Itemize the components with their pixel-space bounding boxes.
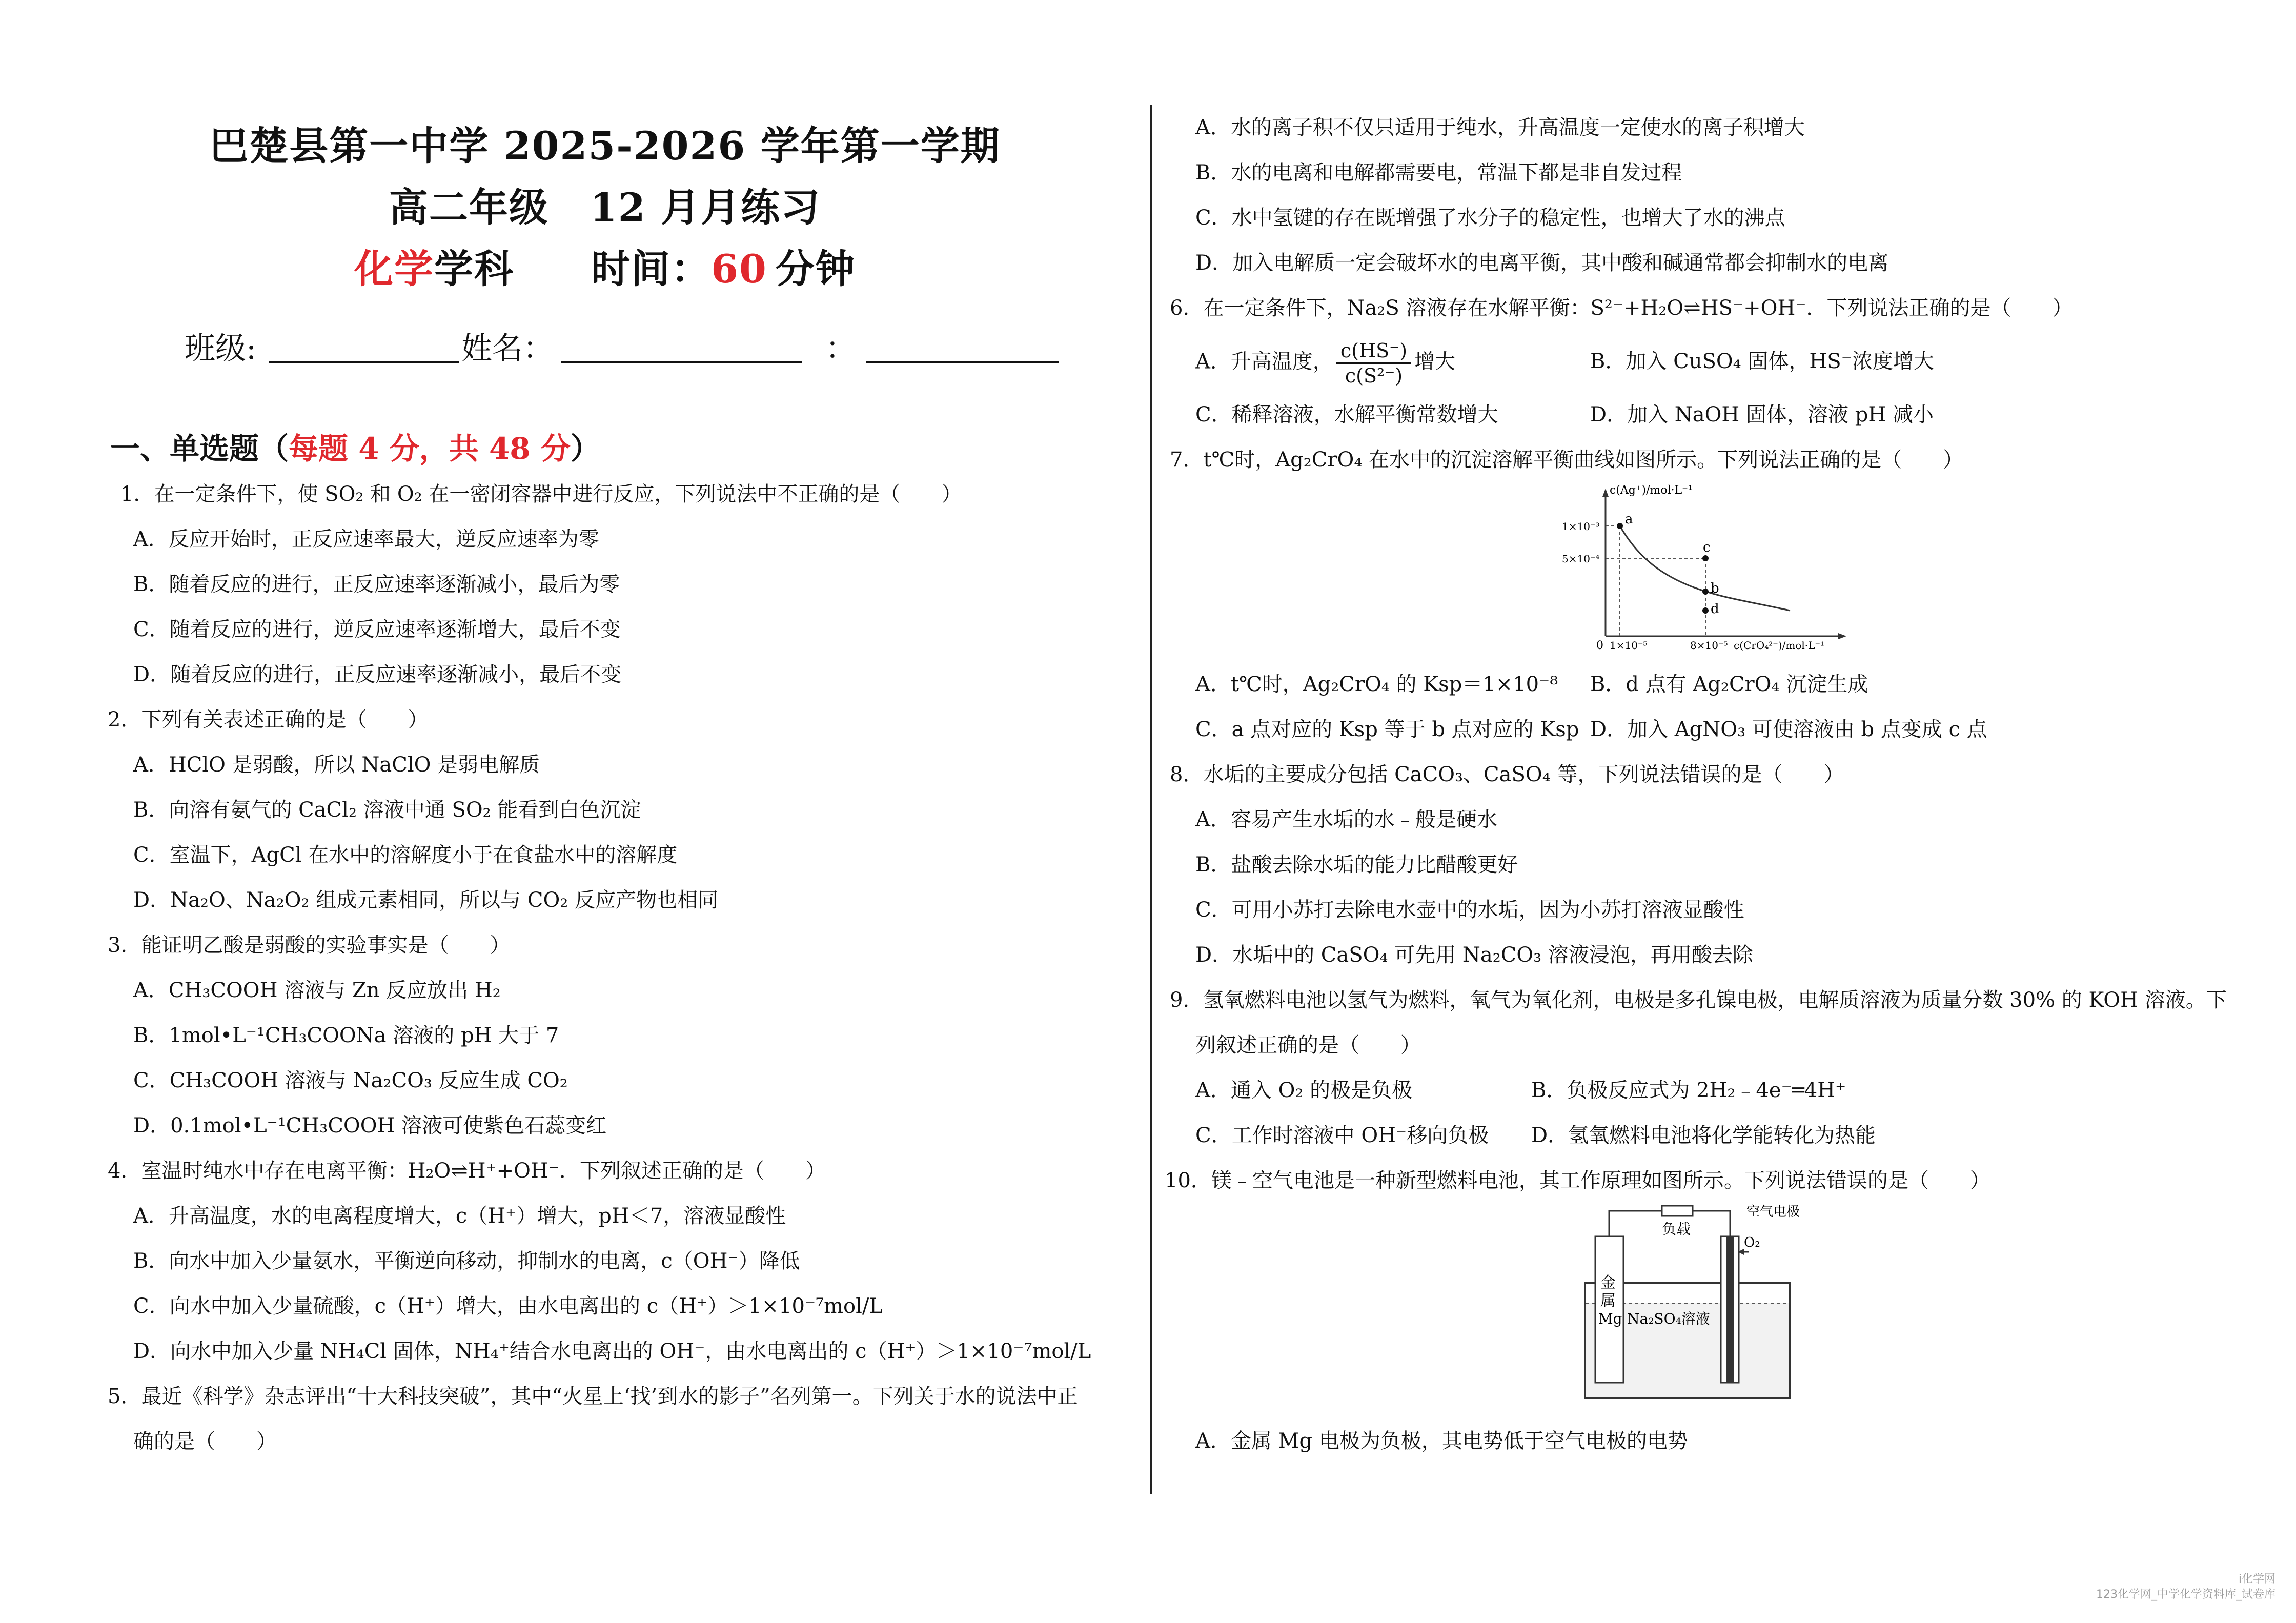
option-a-prefix: A．升高温度， [1195,350,1333,374]
question-10: 10．镁﹣空气电池是一种新型燃料电池，其工作原理如图所示。下列说法错误的是（ ） [1165,1169,1990,1192]
questions-left [103,472,1128,1464]
question-1: 1．在一定条件下，使 SO₂ 和 O₂ 在一密闭容器中进行反应，下列说法中不正确的是（ ） [120,482,962,506]
question-5-option-d[interactable]: D．加入电解质一定会破坏水的电离平衡，其中酸和碱通常都会抑制水的电离 [1195,251,1889,275]
extra-field[interactable] [866,361,1059,363]
question-8-option-b[interactable]: B．盐酸去除水垢的能力比醋酸更好 [1195,853,1518,877]
question-9-option-c[interactable]: C．工作时溶液中 OH⁻移向负极 [1195,1124,1489,1147]
metal-label-1: 金 [1600,1274,1616,1292]
question-4-option-c[interactable]: C．向水中加入少量硫酸，c（H⁺）增大，由水电离出的 c（H⁺）＞1×10⁻⁷mol/L [133,1294,883,1318]
name-field[interactable] [561,361,802,363]
question-6-option-b[interactable]: B．加入 CuSO₄ 固体，HS⁻浓度增大 [1590,350,1934,373]
x-axis-label: c(CrO₄²⁻)/mol·L⁻¹ [1734,639,1825,652]
question-2-option-a[interactable]: A．HClO 是弱酸，所以 NaClO 是弱电解质 [133,753,540,777]
question-7: 7．t℃时，Ag₂CrO₄ 在水中的沉淀溶解平衡曲线如图所示。下列说法正确的是（ ） [1170,448,1964,472]
question-8-option-d[interactable]: D．水垢中的 CaSO₄ 可先用 Na₂CO₃ 溶液浸泡，再用酸去除 [1195,943,1753,967]
question-6-option-c[interactable]: C．稀释溶液，水解平衡常数增大 [1195,403,1498,427]
y-tick-2: 5×10⁻⁴ [1562,553,1600,565]
question-6-row-ab [1165,331,2190,392]
point-d [1702,607,1709,614]
question-7-row-ab [1165,662,2190,707]
hs-s-ratio [1336,339,1411,388]
question-3-option-b[interactable]: B．1mol•L⁻¹CH₃COONa 溶液的 pH 大于 7 [133,1024,559,1047]
label-c: c [1703,540,1711,555]
question-8-option-c[interactable]: C．可用小苏打去除电水壶中的水垢，因为小苏打溶液显酸性 [1195,898,1744,922]
question-7-option-d[interactable]: D．加入 AgNO₃ 可使溶液由 b 点变成 c 点 [1590,718,1987,741]
exam-title-line3 [82,238,1128,300]
section-title: 一、单选题（ [110,431,289,466]
question-7-option-c[interactable]: C．a 点对应的 Ksp 等于 b 点对应的 Ksp [1195,718,1579,741]
question-7-option-a[interactable]: A．t℃时，Ag₂CrO₄ 的 Ksp＝1×10⁻⁸ [1195,673,1558,696]
question-2: 2．下列有关表述正确的是（ ） [108,708,429,732]
solution-label: Na₂SO₄溶液 [1627,1310,1710,1327]
question-5-option-b[interactable]: B．水的电离和电解都需要电，常温下都是非自发过程 [1195,161,1682,185]
question-1-option-b[interactable]: B．随着反应的进行，正反应速率逐渐减小，最后为零 [133,573,620,596]
watermark [2096,1572,2275,1602]
left-column [103,105,1128,1464]
point-b [1702,589,1709,595]
question-9-option-b[interactable]: B．负极反应式为 2H₂﹣4e⁻═4H⁺ [1531,1079,1846,1102]
subject-name: 化学 [354,246,435,292]
air-electrode-label: 空气电极 [1746,1204,1800,1220]
class-label: 班级: [185,331,257,367]
question-6: 6．在一定条件下，Na₂S 溶液存在水解平衡：S²⁻+H₂O⇌HS⁻+OH⁻．下列说法正确的是（ ） [1170,296,2073,320]
load-label: 负载 [1662,1221,1691,1237]
label-d: d [1711,601,1719,617]
label-a: a [1625,512,1633,527]
right-column [1165,105,2227,1464]
metal-label-3: Mg [1598,1310,1622,1327]
question-9: 9．氢氧燃料电池以氢气为燃料，氧气为氧化剂，电极是多孔镍电极，电解质溶液为质量分数 30% 的 KOH 溶液。下 [1170,988,2227,1012]
time-value: 60 [711,246,767,292]
q7-solubility-graph [1165,484,2190,657]
metal-label-2: 属 [1600,1292,1616,1310]
watermark-line-2: 123化学网_中学化学资料库_试卷库 [2096,1588,2275,1601]
question-4-option-b[interactable]: B．向水中加入少量氨水，平衡逆向移动，抑制水的电离，c（OH⁻）降低 [133,1249,800,1273]
load-resistor [1662,1206,1693,1216]
label-b: b [1711,581,1719,596]
question-3-option-c[interactable]: C．CH₃COOH 溶液与 Na₂CO₃ 反应生成 CO₂ [133,1069,568,1092]
q10-diagram-svg [1575,1201,1841,1406]
exam-title-line2 [82,177,1128,238]
question-9-row-cd [1165,1113,2190,1158]
q7-graph-svg [1554,482,1862,652]
section-points: 每题 4 分，共 48 分 [289,431,571,466]
o2-label: O₂ [1744,1235,1760,1250]
question-2-option-d[interactable]: D．Na₂O、Na₂O₂ 组成元素相同，所以与 CO₂ 反应产物也相同 [133,888,719,912]
air-electrode-core [1726,1236,1734,1383]
question-5-continued: 确的是（ ） [133,1430,277,1453]
question-9-option-d[interactable]: D．氢氧燃料电池将化学能转化为热能 [1531,1124,1876,1147]
question-9-row-ab [1165,1068,2190,1113]
y-tick-1: 1×10⁻³ [1562,520,1600,533]
name-label: 姓名： [461,331,554,367]
question-5-option-a[interactable]: A．水的离子积不仅只适用于纯水，升高温度一定使水的离子积增大 [1195,116,1805,139]
question-1-option-d[interactable]: D．随着反应的进行，正反应速率逐渐减小，最后不变 [133,663,622,686]
watermark-line-1: i化学网 [2238,1573,2275,1586]
question-4-option-d[interactable]: D．向水中加入少量 NH₄Cl 固体，NH₄⁺结合水电离出的 OH⁻，由水电离出的 c（H⁺）＞1×10⁻⁷mol/L [133,1340,1091,1363]
question-3: 3．能证明乙酸是弱酸的实验事实是（ ） [108,934,511,957]
question-8: 8．水垢的主要成分包括 CaCO₃、CaSO₄ 等，下列说法错误的是（ ） [1170,763,1844,786]
student-info-row [185,326,1128,372]
question-2-option-b[interactable]: B．向溶有氨气的 CaCl₂ 溶液中通 SO₂ 能看到白色沉淀 [133,798,641,822]
time-label: 时间： [591,246,712,292]
ratio-numerator: c(HS⁻) [1336,339,1411,364]
origin-label: 0 [1596,639,1603,652]
option-a-suffix: 增大 [1414,350,1456,374]
question-5: 5．最近《科学》杂志评出“十大科技突破”，其中“火星上‘找’到水的影子”名列第一。下列关于水的说法中正 [108,1385,1078,1408]
point-c [1702,555,1709,561]
question-7-option-b[interactable]: B．d 点有 Ag₂CrO₄ 沉淀生成 [1590,673,1868,696]
question-6-option-a[interactable] [1165,339,1455,388]
ratio-denominator: c(S²⁻) [1345,364,1403,387]
question-4: 4．室温时纯水中存在电离平衡：H₂O⇌H⁺+OH⁻．下列叙述正确的是（ ） [108,1159,826,1183]
column-divider [1150,105,1152,1494]
question-10-option-a[interactable]: A．金属 Mg 电极为负极，其电势低于空气电极的电势 [1195,1429,1688,1453]
question-3-option-d[interactable]: D．0.1mol•L⁻¹CH₃COOH 溶液可使紫色石蕊变红 [133,1114,607,1138]
question-4-option-a[interactable]: A．升高温度，水的电离程度增大，c（H⁺）增大，pH＜7，溶液显酸性 [133,1204,786,1228]
question-5-option-c[interactable]: C．水中氢键的存在既增强了水分子的稳定性，也增大了水的沸点 [1195,206,1785,230]
question-2-option-c[interactable]: C．室温下，AgCl 在水中的溶解度小于在食盐水中的溶解度 [133,843,678,867]
question-1-option-a[interactable]: A．反应开始时，正反应速率最大，逆反应速率为零 [133,528,599,551]
section-close: ） [570,431,600,466]
question-6-row-cd [1165,392,2190,437]
time-unit: 分钟 [775,246,856,292]
grade-label: 高二年级 [389,185,549,230]
point-a [1617,523,1623,529]
question-9-option-a[interactable]: A．通入 O₂ 的极是负极 [1195,1079,1413,1102]
question-3-option-a[interactable]: A．CH₃COOH 溶液与 Zn 反应放出 H₂ [133,979,501,1002]
y-axis-label: c(Ag⁺)/mol·L⁻¹ [1610,484,1693,497]
question-6-option-d[interactable]: D．加入 NaOH 固体，溶液 pH 减小 [1590,403,1934,427]
exam-title-line1: 巴楚县第一中学 2025-2026 学年第一学期 [209,123,1001,169]
q10-battery-diagram [1165,1204,2190,1413]
subject-suffix: 学科 [434,246,515,292]
question-1-option-c[interactable]: C．随着反应的进行，逆反应速率逐渐增大，最后不变 [133,618,621,641]
question-8-option-a[interactable]: A．容易产生水垢的水﹣般是硬水 [1195,808,1497,831]
question-7-row-cd [1165,707,2190,752]
question-9-continued: 列叙述正确的是（ ） [1195,1033,1421,1057]
x-tick-2: 8×10⁻⁵ [1690,639,1728,652]
class-field[interactable] [269,361,459,363]
extra-label: ： [825,331,856,367]
section-heading [110,425,1128,472]
x-tick-1: 1×10⁻⁵ [1610,639,1648,652]
exam-name: 12 月月练习 [590,185,821,230]
